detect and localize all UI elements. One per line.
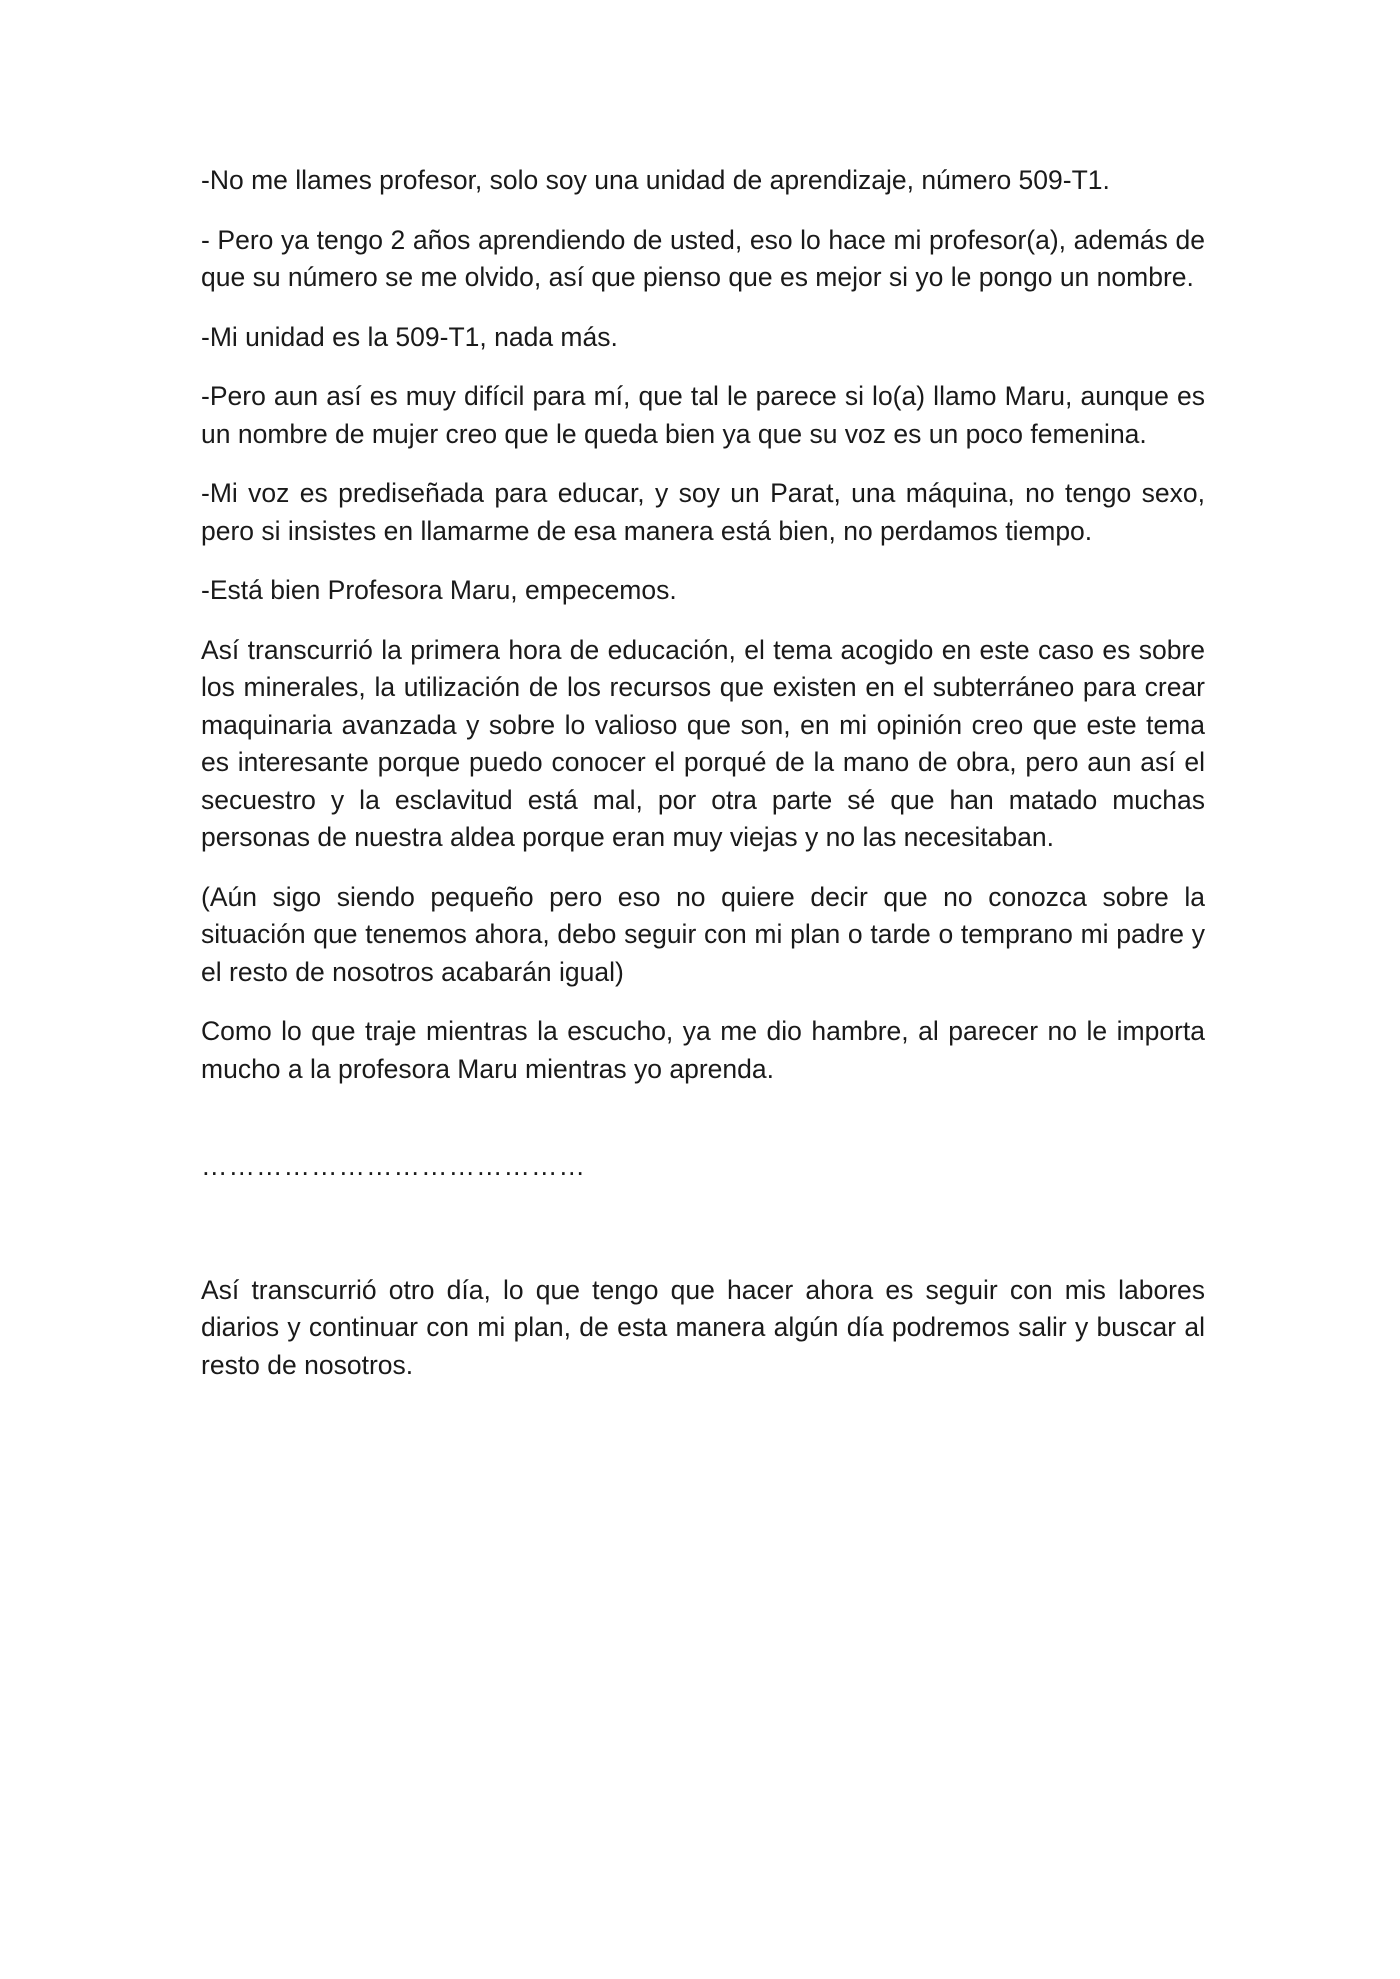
paragraph: -Pero aun así es muy difícil para mí, que tal le parece si lo(a) llamo Maru, aunque es un nombre de mujer creo que le queda bien ya que su voz es un poco femenina. [201, 381, 1205, 449]
closing-paragraph: Así transcurrió otro día, lo que tengo que hacer ahora es seguir con mis labores diarios y continuar con mi plan, de esta manera algún día podremos salir y buscar al resto de nosotros. [201, 1274, 1205, 1380]
paragraph: -Mi unidad es la 509-T1, nada más. [201, 321, 618, 352]
paragraph: -No me llames profesor, solo soy una unidad de aprendizaje, número 509-T1. [201, 165, 1110, 195]
paragraph: (Aún sigo siendo pequeño pero eso no quiere decir que no conozca sobre la situación que tenemos ahora, debo seguir con mi plan o tarde o temprano mi padre y el resto de nosotros acabarán igual) [201, 881, 1205, 987]
paragraph: -Mi voz es prediseñada para educar, y soy un Parat, una máquina, no tengo sexo, pero si insistes en llamarme de esa manera está bien, no perdamos tiempo. [201, 478, 1205, 546]
paragraph: Como lo que traje mientras la escucho, ya me dio hambre, al parecer no le importa mucho a la profesora Maru mientras yo aprenda. [201, 1016, 1205, 1084]
document-body [201, 162, 1205, 1406]
paragraph: - Pero ya tengo 2 años aprendiendo de usted, eso lo hace mi profesor(a), además de que su número se me olvido, así que pienso que es mejor si yo le pongo un nombre. [201, 224, 1205, 292]
section-separator: …………………………………… [201, 1151, 586, 1181]
paragraph: -Está bien Profesora Maru, empecemos. [201, 575, 677, 605]
paragraph: Así transcurrió la primera hora de educación, el tema acogido en este caso es sobre los minerales, la utilización de los recursos que existen en el subterráneo para crear maquinaria avanzada y sobre lo valioso que son, en mi opinión creo que este tema es interesante porque puedo conocer el porqué de la mano de obra, pero aun así el secuestro y la esclavitud está mal, por otra parte sé que han matado muchas personas de nuestra aldea porque eran muy viejas y no las necesitaban. [201, 634, 1205, 852]
